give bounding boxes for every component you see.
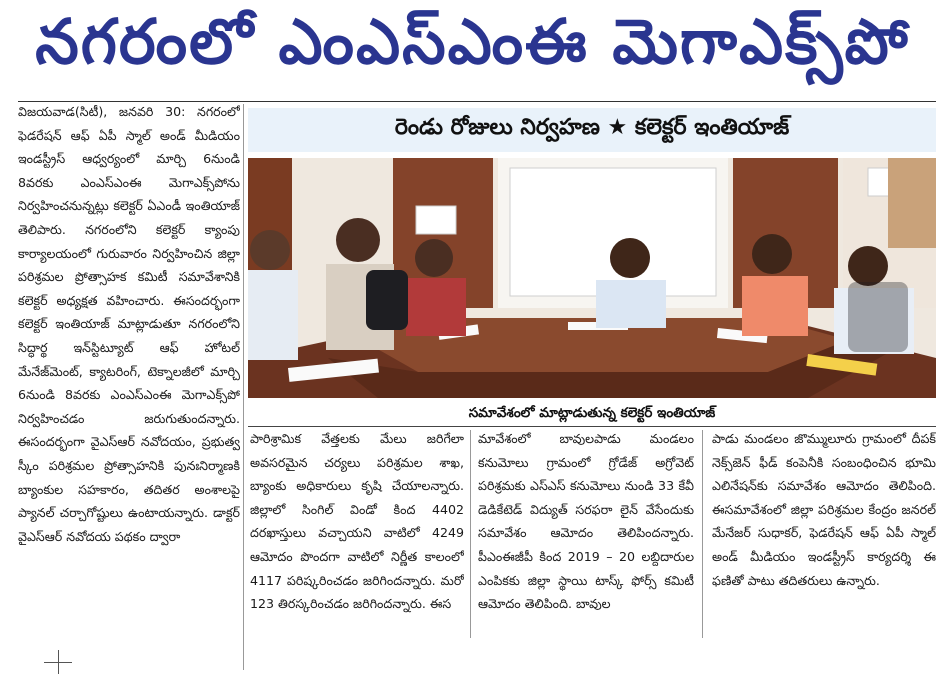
photo-caption: సమావేశంలో మాట్లాడుతున్న కలెక్టర్ ఇంతియాజ్ — [248, 402, 936, 427]
article-column-1 — [250, 427, 464, 639]
article-text-c2: మావేశంలో బావులపాడు మండలం కనుమోలు గ్రామంలో గ్రోడేజ్ అగ్రోవెట్ పరిశ్రమకు ఎస్ఎస్ కనుమోలు నుండి 33 కేవీ డెడికేటెడ్ విద్యుత్ సరఫరా లైన్ వేసేందుకు సమావేశం ఆమోదం తెలిపిందన్నారు. పీఎంఈజీపీ కింద 2019 – 20 లబ్దిదారుల ఎంపికకు జిల్లా స్థాయి టాస్క్ ఫోర్స్ కమిటీ ఆమోదం తెలిపింది. బావుల — [478, 431, 694, 612]
article-text-left: విజయవాడ(సిటీ), జనవరి 30: నగరంలో ఫెడరేషన్ ఆఫ్ ఏపీ స్మాల్ అండ్ మీడియం ఇండస్ట్రీస్ ఆధ్వర్యంలో మార్చి 6నుండి 8వరకు ఎంఎస్ఎంఈ మెగాఎక్స్‌పోను నిర్వహించనున్నట్లు కలెక్టర్ ఏఎండీ ఇంతియాజ్ తెలిపారు. నగరంలోని కలెక్టర్ క్యాంపు కార్యాలయంలో గురువారం నిర్వహించిన జిల్లా పరిశ్రమల ప్రోత్సాహక కమిటీ సమావేశానికి కలెక్టర్ అధ్యక్షత వహించారు. ఈసందర్భంగా కలెక్టర్ ఇంతియాజ్ మాట్లాడుతూ నగరంలోని సిద్ధార్థ ఇన్‌స్టిట్యూట్ ఆఫ్ హోటల్ మేనేజ్‌మెంట్, క్యాటరింగ్, టెక్నాలజీలో మార్చి 6నుండి 8వరకు ఎంఎస్ఎంఈ మెగాఎక్స్‌పో నిర్వహించడం జరుగుతుందన్నారు. ఈసందర్భంగా వైఎస్ఆర్ నవోదయం, ప్రభుత్వ స్కీం పరిశ్రమల ప్రోత్సాహనికి పునఃనిర్మాణకి బ్యాంకుల సహకారం, తదితర అంశాలపై ప్యానల్ చర్చాగోష్టులు ఉంటాయన్నారు. డాక్టర్ వైఎస్ఆర్ నవోదయ పథకం ద్వారా — [18, 104, 240, 544]
article-column-left — [18, 100, 240, 670]
column-divider-left — [243, 104, 244, 670]
article-column-3 — [712, 427, 936, 639]
article-text-c1: పారిశ్రామిక వేత్తలకు మేలు జరిగేలా అవసరమైన చర్యలు పరిశ్రమల శాఖ, బ్యాంకు అధికారులు కృషి చేయాలన్నారు. జిల్లాలో సింగిల్ విండో కింద 4402 దరఖాస్తులు వచ్చాయని వాటిలో 4249 ఆమోదం పొందగా వాటిలో నిర్ణీత కాలంలో 4117 పరిష్కరించడం జరిగిందన్నారు. మరో 123 తిరస్కరించడం జరిగిందన్నారు. ఈస — [250, 431, 464, 612]
meeting-photo — [248, 158, 936, 398]
article-text-c3: పాడు మండలం జొమ్ములూరు గ్రామంలో దీపక్ నెక్స్‌జెన్ ఫీడ్ కంపెనీకి సంబంధించిన భూమి ఎలినేషన్‌కు సమావేశం ఆమోదం తెలిపింది. ఈసమావేశంలో జిల్లా పరిశ్రమల కేంద్రం జనరల్ మేనేజర్ సుధాకర్, ఫెడరేషన్ ఆఫ్ ఏపీ స్మాల్ అండ్ మీడియం ఇండస్ట్రీస్ కార్యదర్శి ఈ ఫణితో పాటు తదితరులు ఉన్నారు. — [712, 431, 936, 588]
column-divider-1 — [470, 430, 471, 638]
headline: నగరంలో ఎంఎస్ఎంఈ మెగాఎక్స్‌పో — [35, 5, 910, 78]
column-divider-2 — [702, 430, 703, 638]
subheadline: రెండు రోజులు నిర్వహణ ★ కలెక్టర్ ఇంతియాజ్ — [248, 108, 936, 152]
crop-mark-vertical — [58, 650, 59, 674]
article-column-2 — [478, 427, 694, 639]
